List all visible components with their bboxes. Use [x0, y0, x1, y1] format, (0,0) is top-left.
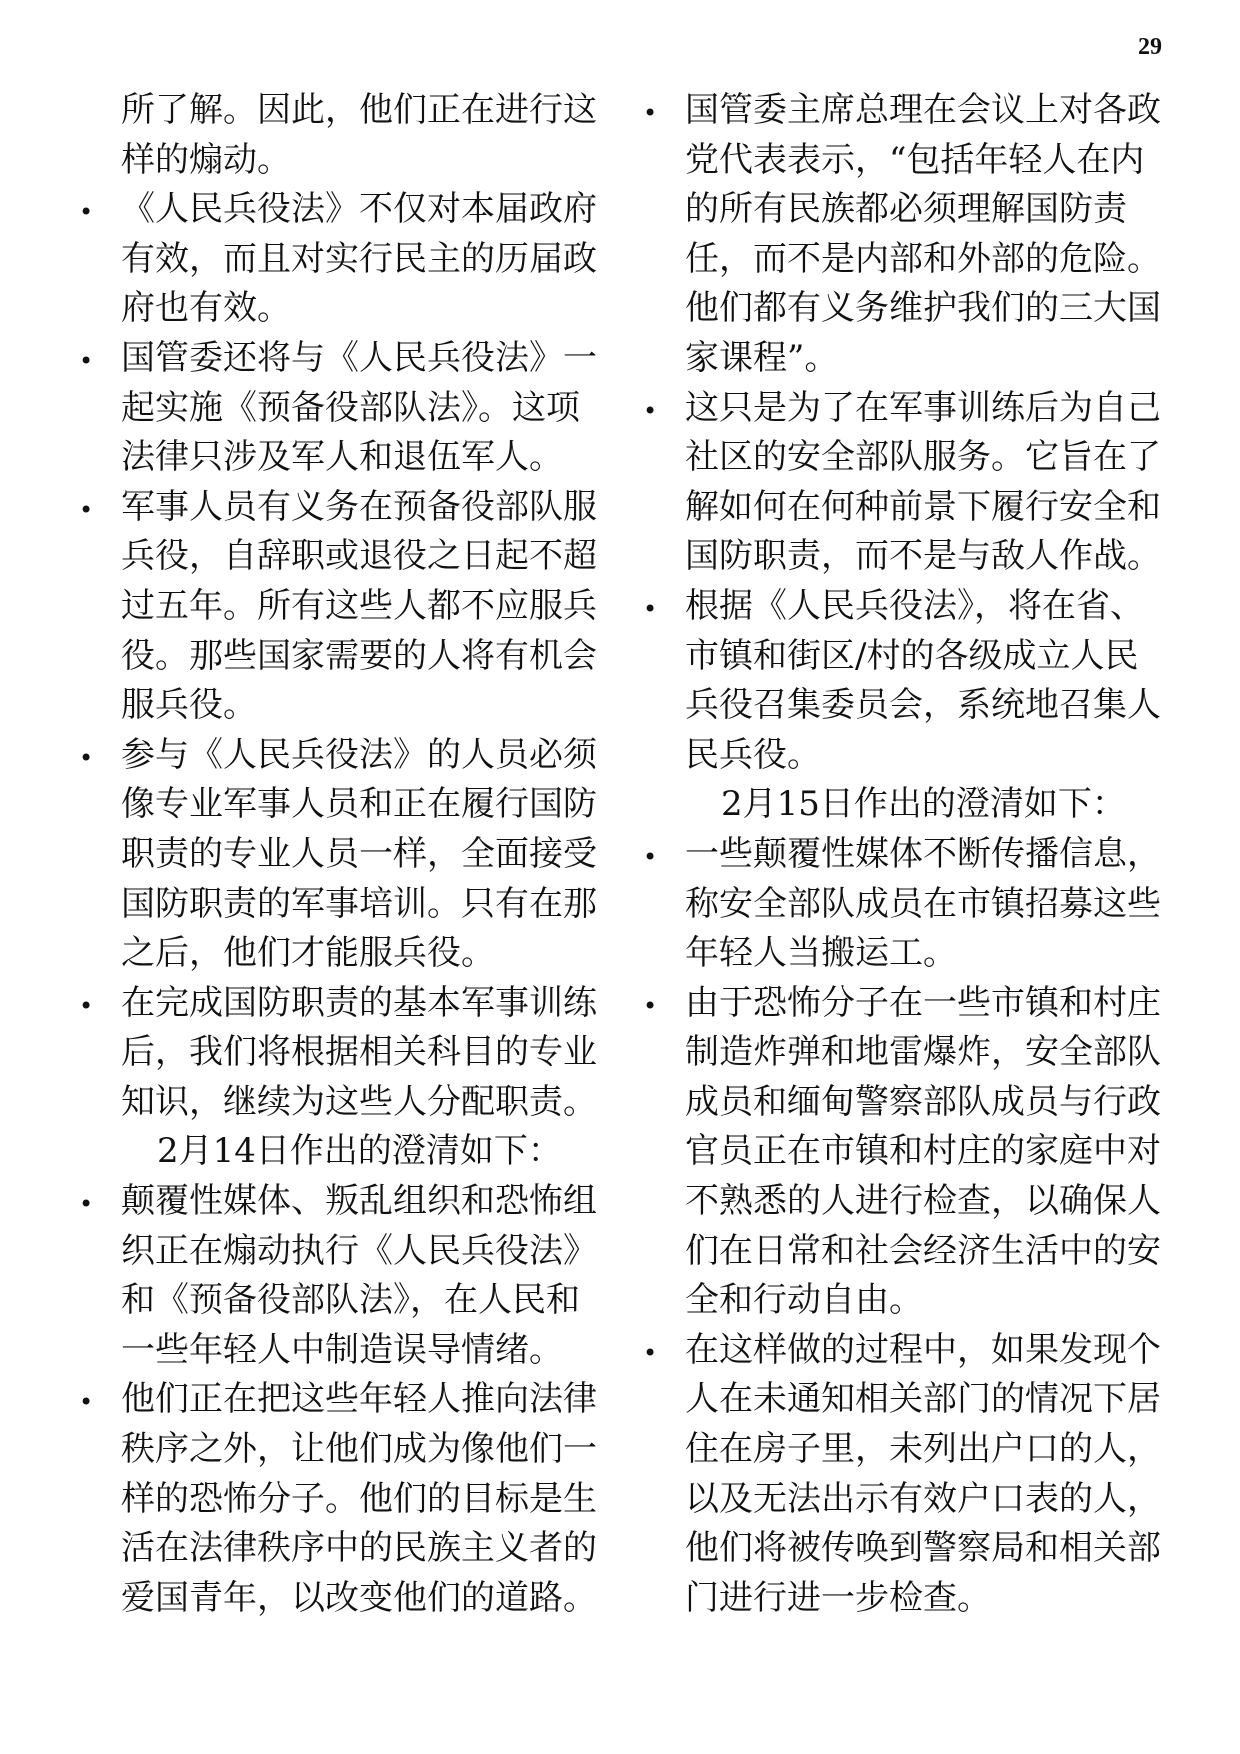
- text-line: • 他们正在把这些年轻人推向法律: [121, 1379, 597, 1420]
- text-line: • 军事人员有义务在预备役部队服: [121, 486, 597, 527]
- text-line: 样的恐怖分子。他们的目标是生: [121, 1478, 597, 1519]
- text-line: 门进行进一步检查。: [685, 1577, 991, 1618]
- page-number: 29: [1138, 34, 1162, 60]
- text-line: 活在法律秩序中的民族主义者的: [121, 1528, 597, 1569]
- text-line: • 国管委主席总理在会议上对各政: [685, 90, 1161, 130]
- text-line: 社区的安全部队服务。它旨在了: [685, 437, 1161, 478]
- paragraph: [121, 86, 601, 185]
- bullet-item: [685, 979, 1165, 1326]
- text-line: • 一些颠覆性媒体不断传播信息，: [685, 833, 1161, 874]
- text-line: 2月15日作出的澄清如下：: [721, 784, 1126, 825]
- text-line: 国防职责，而不是与敌人作战。: [685, 536, 1161, 577]
- text-line: 样的煽动。: [121, 139, 291, 180]
- bullet-item: [121, 1375, 601, 1623]
- bullet-item: [685, 86, 1165, 384]
- text-line: 起实施《预备役部队法》。这项: [121, 387, 580, 428]
- bullet-item: [685, 384, 1165, 582]
- text-line: 任，而不是内部和外部的危险。: [685, 238, 1161, 279]
- text-column-right: [685, 86, 1165, 1623]
- text-line: 秩序之外，让他们成为像他们一: [121, 1429, 597, 1470]
- text-line: 一些年轻人中制造误导情绪。: [121, 1329, 563, 1370]
- text-line: 他们将被传唤到警察局和相关部: [685, 1528, 1161, 1569]
- text-line: 爱国青年，以改变他们的道路。: [121, 1577, 597, 1618]
- text-line: • 颠覆性媒体、叛乱组织和恐怖组: [121, 1181, 597, 1222]
- text-line: 党代表表示，“包括年轻人在内: [685, 139, 1145, 180]
- text-line: 兵役，自辞职或退役之日起不超: [121, 536, 597, 577]
- text-line: 职责的专业人员一样，全面接受: [121, 833, 597, 874]
- bullet-item: [121, 483, 601, 731]
- text-line: 年轻人当搬运工。: [685, 933, 957, 974]
- text-line: 称安全部队成员在市镇招募这些: [685, 883, 1161, 924]
- text-line: 兵役召集委员会，系统地召集人: [685, 685, 1161, 726]
- text-line: 解如何在何种前景下履行安全和: [685, 486, 1161, 527]
- text-line: 2月14日作出的澄清如下：: [157, 1131, 562, 1172]
- text-line: • 由于恐怖分子在一些市镇和村庄: [685, 982, 1161, 1023]
- text-line: 和《预备役部队法》，在人民和: [121, 1280, 580, 1321]
- text-line: 他们都有义务维护我们的三大国: [685, 288, 1161, 329]
- text-line: 所了解。因此，他们正在进行这: [121, 90, 597, 130]
- text-line: 市镇和街区/村的各级成立人民: [685, 635, 1139, 676]
- bullet-item: [121, 185, 601, 334]
- text-line: 有效，而且对实行民主的历届政: [121, 238, 597, 279]
- text-line: 国防职责的军事培训。只有在那: [121, 883, 597, 924]
- paragraph-list: [685, 86, 1165, 1623]
- text-line: 官员正在市镇和村庄的家庭中对: [685, 1131, 1161, 1172]
- text-line: 过五年。所有这些人都不应服兵: [121, 585, 597, 626]
- text-line: 成员和缅甸警察部队成员与行政: [685, 1081, 1161, 1122]
- paragraph-list: [121, 86, 601, 1623]
- text-line: 织正在煽动执行《人民兵役法》: [121, 1230, 597, 1271]
- text-line: • 《人民兵役法》不仅对本届政府: [121, 189, 597, 230]
- text-line: 像专业军事人员和正在履行国防: [121, 784, 597, 825]
- text-line: 后，我们将根据相关科目的专业: [121, 1032, 597, 1073]
- text-line: 民兵役。: [685, 734, 821, 775]
- section-heading: [685, 780, 1165, 830]
- text-line: 们在日常和社会经济生活中的安: [685, 1230, 1161, 1271]
- text-line: 法律只涉及军人和退伍军人。: [121, 437, 563, 478]
- bullet-item: [685, 830, 1165, 979]
- text-line: • 在这样做的过程中，如果发现个: [685, 1329, 1161, 1370]
- text-line: 全和行动自由。: [685, 1280, 923, 1321]
- text-column-left: [121, 86, 601, 1623]
- text-line: 之后，他们才能服兵役。: [121, 933, 495, 974]
- section-heading: [121, 1127, 601, 1177]
- text-line: • 国管委还将与《人民兵役法》一: [121, 337, 597, 378]
- text-line: 的所有民族都必须理解国防责: [685, 189, 1127, 230]
- text-line: 人在未通知相关部门的情况下居: [685, 1379, 1161, 1420]
- text-line: 以及无法出示有效户口表的人，: [685, 1478, 1161, 1519]
- bullet-item: [121, 731, 601, 979]
- text-line: 不熟悉的人进行检查，以确保人: [685, 1181, 1161, 1222]
- bullet-item: [121, 979, 601, 1128]
- text-line: • 在完成国防职责的基本军事训练: [121, 982, 597, 1023]
- text-line: 住在房子里，未列出户口的人，: [685, 1429, 1161, 1470]
- text-line: 制造炸弹和地雷爆炸，安全部队: [685, 1032, 1161, 1073]
- text-line: • 根据《人民兵役法》，将在省、: [685, 585, 1144, 626]
- bullet-item: [121, 1177, 601, 1375]
- bullet-item: [685, 582, 1165, 780]
- text-line: • 参与《人民兵役法》的人员必须: [121, 734, 597, 775]
- text-line: 家课程”。: [685, 337, 839, 378]
- text-line: 府也有效。: [121, 288, 291, 329]
- bullet-item: [121, 334, 601, 483]
- text-line: 服兵役。: [121, 685, 257, 726]
- bullet-item: [685, 1326, 1165, 1624]
- text-line: 知识，继续为这些人分配职责。: [121, 1081, 597, 1122]
- text-line: • 这只是为了在军事训练后为自己: [685, 387, 1161, 428]
- text-line: 役。那些国家需要的人将有机会: [121, 635, 597, 676]
